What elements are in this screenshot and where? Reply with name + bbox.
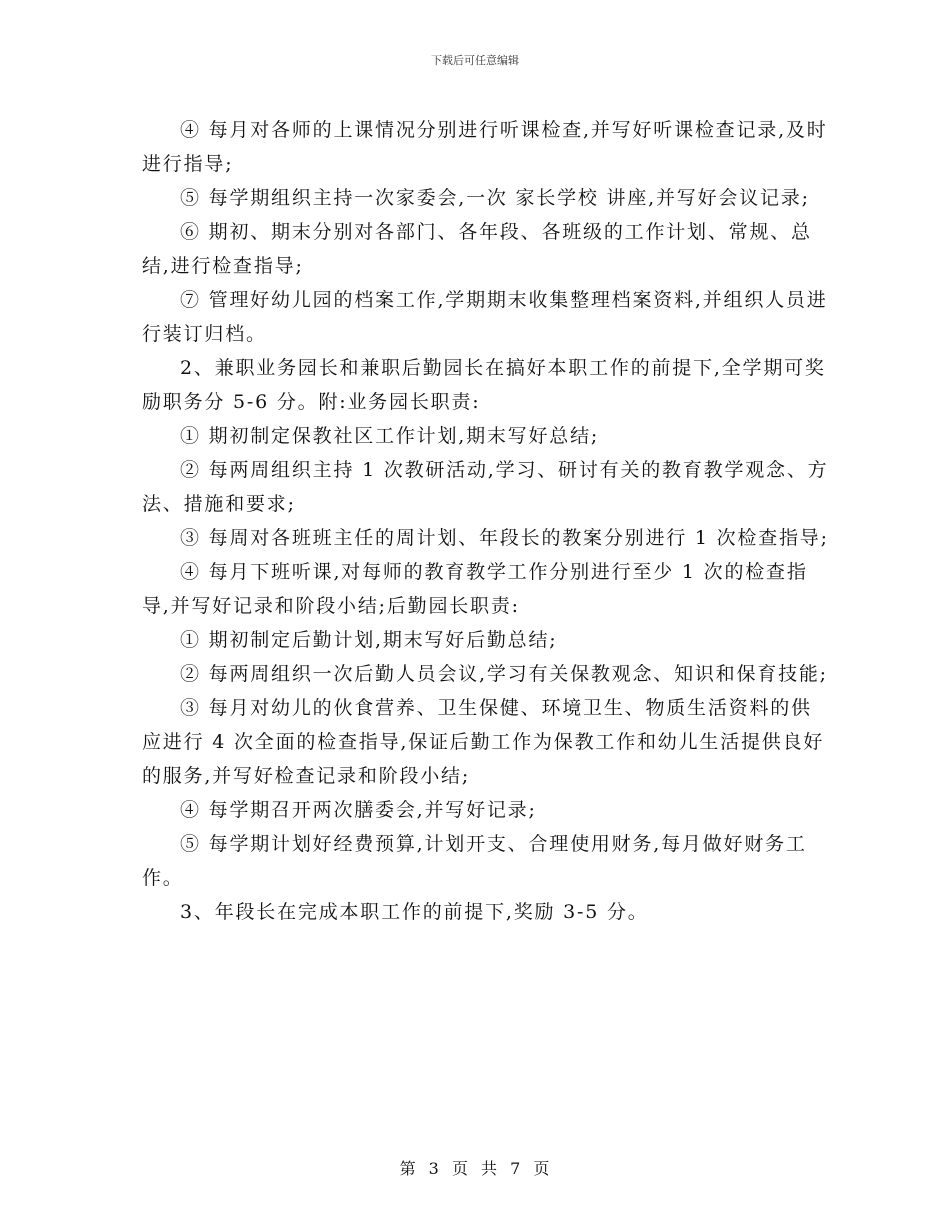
document-body — [142, 113, 832, 929]
paragraph: ⑤ 每学期计划好经费预算,计划开支、合理使用财务,每月做好财务工作。 — [142, 833, 807, 889]
paragraph: ④ 每学期召开两次膳委会,并写好记录; — [180, 799, 537, 821]
paragraph: ④ 每月对各师的上课情况分别进行听课检查,并写好听课检查记录,及时进行指导; — [142, 119, 828, 175]
paragraph: ④ 每月下班听课,对每师的教育教学工作分别进行至少 1 次的检查指导,并写好记录和阶段小结;后勤园长职责: — [142, 561, 808, 617]
paragraph: ② 每两周组织一次后勤人员会议,学习有关保教观念、知识和保育技能; — [180, 663, 828, 685]
page-header: 下载后可任意编辑 — [431, 54, 519, 67]
paragraph: ⑤ 每学期组织主持一次家委会,一次 家长学校 讲座,并写好会议记录; — [180, 187, 810, 209]
paragraph: ③ 每周对各班班主任的周计划、年段长的教案分别进行 1 次检查指导; — [180, 527, 829, 549]
paragraph: ③ 每月对幼儿的伙食营养、卫生保健、环境卫生、物质生活资料的供应进行 4 次全面的检查指导,保证后勤工作为保教工作和幼儿生活提供良好的服务,并写好检查记录和阶段小结; — [142, 697, 825, 787]
paragraph: ⑦ 管理好幼儿园的档案工作,学期期末收集整理档案资料,并组织人员进行装订归档。 — [142, 289, 828, 345]
paragraph: ⑥ 期初、期末分别对各部门、各年段、各班级的工作计划、常规、总结,进行检查指导; — [142, 221, 812, 277]
paragraph: ② 每两周组织主持 1 次教研活动,学习、研讨有关的教育教学观念、方法、措施和要求; — [142, 459, 829, 515]
paragraph: 2、兼职业务园长和兼职后勤园长在搞好本职工作的前提下,全学期可奖励职务分 5-6 分。附:业务园长职责: — [142, 357, 826, 413]
paragraph: ① 期初制定后勤计划,期末写好后勤总结; — [180, 629, 558, 651]
paragraph: ① 期初制定保教社区工作计划,期末写好总结; — [180, 425, 600, 447]
paragraph: 3、年段长在完成本职工作的前提下,奖励 3-5 分。 — [180, 901, 649, 923]
page-number: 第 3 页 共 7 页 — [399, 1159, 551, 1178]
